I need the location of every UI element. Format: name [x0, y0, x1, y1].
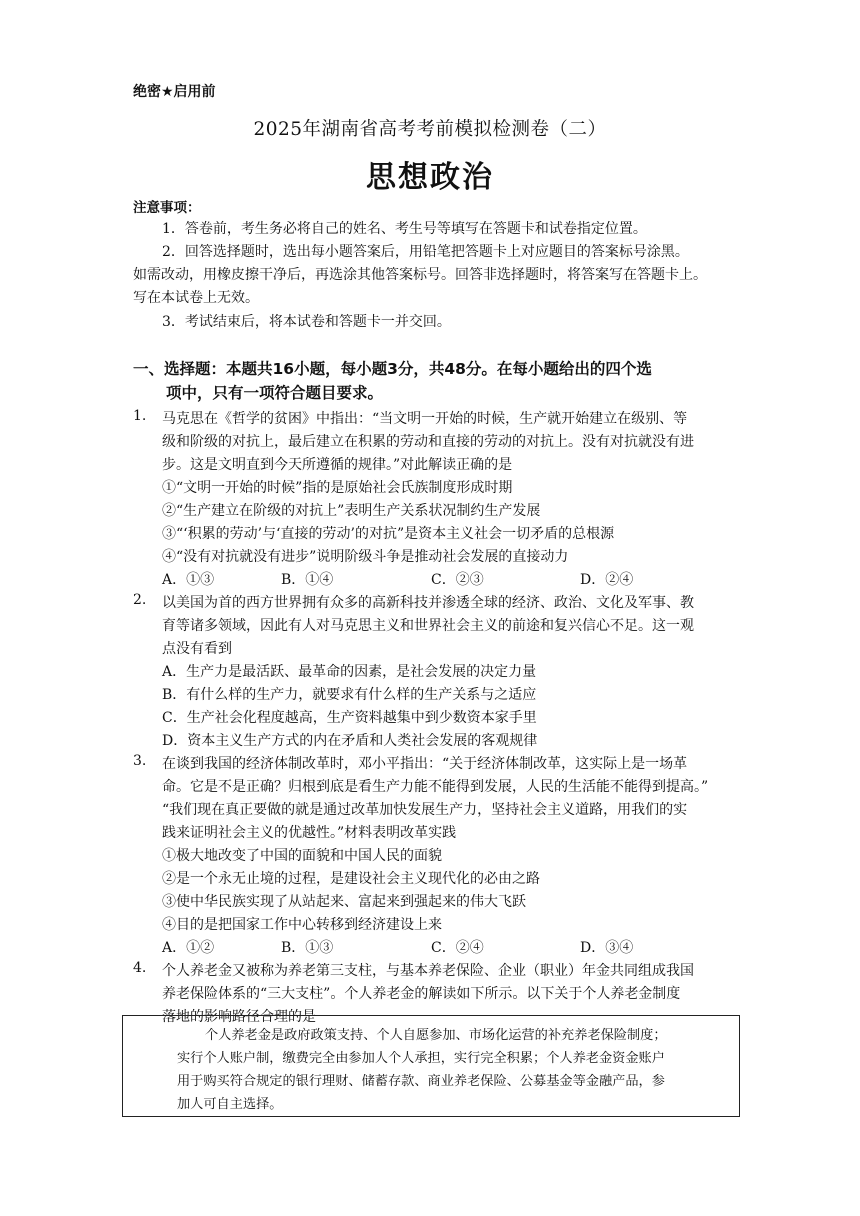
notice-item-2-end: 写在本试卷上无效。 — [133, 290, 259, 306]
confidential-mark: 绝密★启用前 — [133, 84, 216, 100]
question-1-item: ①“文明一开始的时候”指的是原始社会氏族制度形成时期 — [162, 480, 513, 496]
question-1-option-a: A．①③ — [162, 572, 215, 588]
question-4-stem: 个人养老金又被称为养老第三支柱，与基本养老保险、企业（职业）年金共同组成我国 — [162, 963, 694, 979]
notice-heading: 注意事项： — [133, 200, 201, 216]
notice-item-1: 1．答卷前，考生务必将自己的姓名、考生号等填写在答题卡和试卷指定位置。 — [162, 221, 647, 237]
question-1-stem: 马克思在《哲学的贫困》中指出：“当文明一开始的时候，生产就开始建立在级别、等 — [162, 411, 688, 427]
question-1-option-d: D．②④ — [580, 572, 634, 588]
question-3-stem: 践来证明社会主义的优越性。”材料表明改革实践 — [162, 825, 457, 841]
question-1-item: ③“‘积累的劳动’与‘直接的劳动’的对抗”是资本主义社会一切矛盾的总根源 — [162, 526, 615, 542]
subject-title: 思想政治 — [366, 160, 494, 195]
question-2-option-c: C．生产社会化程度越高，生产资料越集中到少数资本家手里 — [162, 710, 537, 726]
question-1-stem: 步。这是文明直到今天所遵循的规律。”对此解读正确的是 — [162, 457, 513, 473]
exam-title: 2025年湖南省高考考前模拟检测卷（二） — [253, 119, 607, 140]
question-1-item: ④“没有对抗就没有进步”说明阶级斗争是推动社会发展的直接动力 — [162, 549, 569, 565]
material-box — [122, 1015, 740, 1117]
question-2-stem: 育等诸多领域，因此有人对马克思主义和世界社会主义的前途和复兴信心不足。这一观 — [162, 618, 694, 634]
question-2-stem: 点没有看到 — [162, 641, 232, 657]
question-1-option-b: B．①④ — [281, 572, 334, 588]
question-1-option-c: C．②③ — [431, 572, 484, 588]
notice-item-2-cont: 如需改动，用橡皮擦干净后，再选涂其他答案标号。回答非选择题时，将答案写在答题卡上。 — [133, 267, 707, 283]
question-1-stem: 级和阶级的对抗上，最后建立在积累的劳动和直接的劳动的对抗上。没有对抗就没有进 — [162, 434, 694, 450]
notice-item-2: 2．回答选择题时，选出每小题答案后，用铅笔把答题卡上对应题目的答案标号涂黑。 — [162, 244, 689, 260]
question-2-option-b: B．有什么样的生产力，就要求有什么样的生产关系与之适应 — [162, 687, 537, 703]
question-3-option-d: D．③④ — [580, 940, 634, 956]
question-3-item: ①极大地改变了中国的面貌和中国人民的面貌 — [162, 848, 442, 864]
question-3-option-b: B．①③ — [281, 940, 334, 956]
question-3-stem: 在谈到我国的经济体制改革时，邓小平指出：“关于经济体制改革，这实际上是一场革 — [162, 756, 688, 772]
question-4-stem: 落地的影响路径合理的是 — [162, 1009, 316, 1025]
question-2-number: 2. — [133, 592, 147, 608]
question-3-option-a: A．①② — [162, 940, 215, 956]
section-heading: 一、选择题：本题共16小题，每小题3分，共48分。在每小题给出的四个选 — [133, 360, 652, 378]
question-3-number: 3. — [133, 753, 147, 769]
question-2-option-a: A．生产力是最活跃、最革命的因素，是社会发展的决定力量 — [162, 664, 537, 680]
question-4-stem: 养老保险体系的“三大支柱”。个人养老金的解读如下所示。以下关于个人养老金制度 — [162, 986, 681, 1002]
question-3-item: ③使中华民族实现了从站起来、富起来到强起来的伟大飞跃 — [162, 894, 526, 910]
question-1-number: 1. — [133, 408, 147, 424]
notice-item-3: 3．考试结束后，将本试卷和答题卡一并交回。 — [162, 314, 451, 330]
section-heading-cont: 项中，只有一项符合题目要求。 — [166, 384, 384, 402]
question-3-item: ②是一个永无止境的过程，是建设社会主义现代化的必由之路 — [162, 871, 540, 887]
question-1-item: ②“生产建立在阶级的对抗上”表明生产关系状况制约生产发展 — [162, 503, 541, 519]
question-3-stem: “我们现在真正要做的就是通过改革加快发展生产力，坚持社会主义道路，用我们的实 — [162, 802, 688, 818]
material-line: 实行个人账户制，缴费完全由参加人个人承担，实行完全积累；个人养老金资金账户 — [177, 1051, 665, 1066]
material-line: 加人可自主选择。 — [177, 1097, 283, 1112]
material-line: 个人养老金是政府政策支持、个人自愿参加、市场化运营的补充养老保险制度； — [205, 1028, 667, 1043]
question-3-item: ④目的是把国家工作中心转移到经济建设上来 — [162, 917, 442, 933]
question-2-stem: 以美国为首的西方世界拥有众多的高新科技并渗透全球的经济、政治、文化及军事、教 — [162, 595, 694, 611]
question-2-option-d: D．资本主义生产方式的内在矛盾和人类社会发展的客观规律 — [162, 733, 538, 749]
question-3-stem: 命。它是不是正确？归根到底是看生产力能不能得到发展，人民的生活能不能得到提高。” — [162, 779, 709, 795]
question-4-number: 4. — [133, 960, 147, 976]
question-3-option-c: C．②④ — [431, 940, 484, 956]
material-line: 用于购买符合规定的银行理财、储蓄存款、商业养老保险、公募基金等金融产品，参 — [177, 1074, 665, 1089]
